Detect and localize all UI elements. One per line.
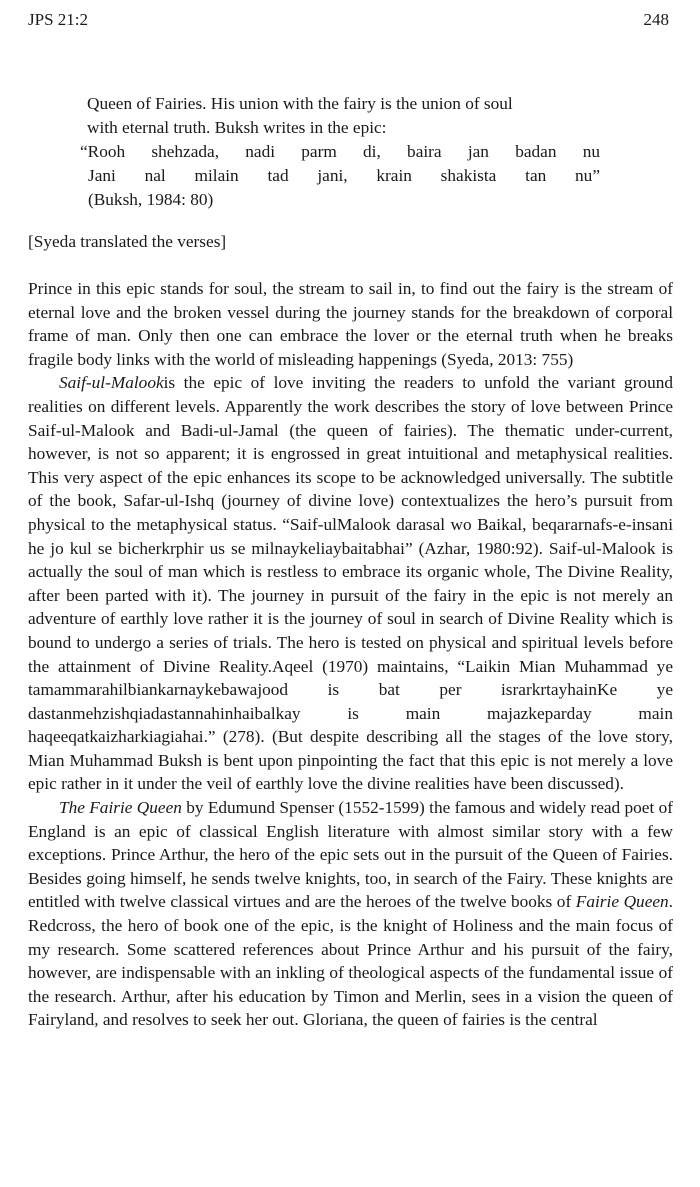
verse-line: Jani nal milain tad jani, krain shakista tan nu” [88, 166, 600, 185]
italic-title: The Fairie Queen [59, 798, 182, 818]
italic-title: Fairie Queen [575, 892, 669, 912]
paragraph [28, 796, 673, 1032]
quote-line: with eternal truth. Buksh writes in the epic: [87, 118, 387, 137]
quote-line: Queen of Fairies. His union with the fairy is the union of soul [87, 94, 513, 113]
italic-title: Saif-ul-Malook [59, 373, 164, 393]
paragraph: Prince in this epic stands for soul, the stream to sail in, to find out the fairy is the stream of eternal love and the broken vessel during the journey stands for the breakdown of corporal frame of man. Only then one can embrace the lover or the eternal truth when he breaks fragile body links with the world of misleading happenings (Syeda, 2013: 755) [28, 279, 673, 369]
page-number: 248 [643, 10, 669, 29]
translator-note: [Syeda translated the verses] [28, 232, 227, 251]
running-header [28, 10, 669, 34]
paragraph [28, 371, 673, 796]
block-quote [80, 92, 600, 212]
verse-line: “Rooh shehzada, nadi parm di, baira jan badan nu [80, 142, 600, 161]
journal-label: JPS 21:2 [28, 10, 88, 29]
paragraph-text: is the epic of love inviting the readers to unfold the variant ground realities on different levels. Apparently the work describes the story of love between Prince Saif-ul-Malook and Badi-ul-Jamal (the queen of fairies). The thematic under-current, however, is not so apparent; it is engrossed in great intuitional and metaphysical realities. This very aspect of the epic enhances its scope to be acknowledged universally. The subtitle of the book, Safar-ul-Ishq (journey of divine love) contextualizes the hero’s pursuit from physical to the metaphysical status. “Saif-ulMalook darasal wo Baikal, beqararnafs-e-insani he jo kul se bicherkrphir us se milnaykeliaybaitabhai” (Azhar, 1980:92). Saif-ul-Malook is actually the soul of man which is restless to embrace its organic whole, The Divine Reality, after been parted with it). The journey in pursuit of the fairy in the epic is not merely an adventure of earthly love rather it is the journey of soul in search of Divine Reality which is bound to undergo a series of trials. The hero is tested on physical and spiritual levels before the attainment of Divine Reality.Aqeel (1970) maintains, “Laikin Mian Muhammad ye tamammarahilbiankarnaykebawajood is bat per israrkrtayhainKe ye dastanmehzishqiadastannahinhaibalkay is main majazkeparday main haqeeqatkaizharkiagiahai.” (278). (But despite describing all the stages of the love story, Mian Muhammad Buksh is bent upon pinpointing the fact that this epic is not merely a love epic rather in it under the veil of earthly love the divine realities have been discussed). [28, 373, 673, 794]
citation-line: (Buksh, 1984: 80) [88, 190, 214, 209]
paragraph-text: . Redcross, the hero of book one of the epic, is the knight of Holiness and the main focus of my research. Some scattered references about Prince Arthur and his pursuit of the fairy, however, are indispensable with an inkling of theological aspects of the fundamental issue of the research. Arthur, after his education by Timon and Merlin, sees in a vision the queen of Fairyland, and resolves to seek her out. Gloriana, the queen of fairies is the central [28, 892, 673, 1030]
body-text [28, 277, 673, 1032]
paragraph-text: by Edumund Spenser (1552-1599) the famous and widely read poet of England is an epic of classical English literature with almost similar story with a few exceptions. Prince Arthur, the hero of the epic sets out in the pursuit of the Queen of Fairies. Besides going himself, he sends twelve knights, too, in search of the Fairy. These knights are entitled with twelve classical virtues and are the heroes of the twelve books of [28, 798, 673, 912]
